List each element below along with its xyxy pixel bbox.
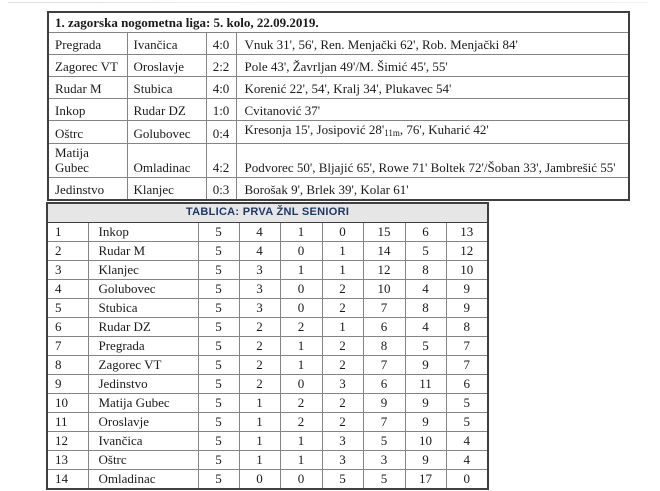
wins-cell: 2	[239, 318, 280, 337]
standings-row	[47, 261, 488, 280]
score-cell: 4:0	[206, 77, 236, 99]
team-cell: Jedinstvo	[88, 375, 198, 394]
scorers-cell: Borošak 9', Brlek 39', Kolar 61'	[236, 178, 629, 201]
draws-cell: 2	[280, 318, 322, 337]
score-cell: 4:2	[206, 144, 236, 178]
goals-for-cell: 8	[363, 337, 405, 356]
wins-cell: 1	[239, 432, 280, 451]
goals-against-cell: 9	[405, 356, 446, 375]
away-team-cell: Omladinac	[127, 144, 206, 178]
team-cell: Ivančica	[88, 432, 198, 451]
played-cell: 5	[198, 413, 239, 432]
result-row	[48, 33, 629, 55]
goals-against-cell: 10	[405, 432, 446, 451]
standings-row	[47, 280, 488, 299]
team-cell: Rudar DZ	[88, 318, 198, 337]
standings-row	[47, 318, 488, 337]
losses-cell: 2	[322, 356, 363, 375]
losses-cell: 2	[322, 413, 363, 432]
team-cell: Golubovec	[88, 280, 198, 299]
wins-cell: 1	[239, 394, 280, 413]
played-cell: 5	[198, 223, 239, 242]
goals-against-cell: 8	[405, 299, 446, 318]
team-cell: Oštrc	[88, 451, 198, 470]
scorers-cell: Korenić 22', 54', Kralj 34', Plukavec 54'	[236, 77, 629, 99]
scorers-cell: Vnuk 31', 56', Ren. Menjački 62', Rob. Menjački 84'	[236, 33, 629, 55]
losses-cell: 1	[322, 261, 363, 280]
played-cell: 5	[198, 318, 239, 337]
rank-cell: 5	[47, 299, 88, 318]
round-title: 1. zagorska nogometna liga: 5. kolo, 22.09.2019.	[48, 12, 629, 33]
score-cell: 0:3	[206, 178, 236, 201]
played-cell: 5	[198, 242, 239, 261]
draws-cell: 1	[280, 432, 322, 451]
draws-cell: 1	[280, 356, 322, 375]
rank-cell: 3	[47, 261, 88, 280]
losses-cell: 1	[322, 242, 363, 261]
standings-row	[47, 356, 488, 375]
played-cell: 5	[198, 261, 239, 280]
scorers-cell: Cvitanović 37'	[236, 99, 629, 121]
points-cell: 7	[446, 356, 488, 375]
draws-cell: 0	[280, 280, 322, 299]
team-cell: Oroslavje	[88, 413, 198, 432]
team-cell: Inkop	[88, 223, 198, 242]
goals-for-cell: 5	[363, 470, 405, 490]
home-team-cell: Inkop	[48, 99, 127, 121]
standings-row	[47, 223, 488, 242]
goals-against-cell: 4	[405, 280, 446, 299]
goals-against-cell: 5	[405, 242, 446, 261]
home-team-cell: Zagorec VT	[48, 55, 127, 77]
away-team-cell: Stubica	[127, 77, 206, 99]
draws-cell: 2	[280, 413, 322, 432]
goals-against-cell: 11	[405, 375, 446, 394]
team-cell: Stubica	[88, 299, 198, 318]
goals-for-cell: 6	[363, 375, 405, 394]
points-cell: 6	[446, 375, 488, 394]
result-row	[48, 99, 629, 121]
scorers-cell	[236, 121, 629, 144]
goals-for-cell: 12	[363, 261, 405, 280]
scorers-text: Kresonja 15', Josipović 28'	[244, 122, 385, 137]
wins-cell: 1	[239, 451, 280, 470]
points-cell: 10	[446, 261, 488, 280]
wins-cell: 2	[239, 356, 280, 375]
rank-cell: 7	[47, 337, 88, 356]
points-cell: 4	[446, 432, 488, 451]
standings-row	[47, 470, 488, 490]
rank-cell: 11	[47, 413, 88, 432]
goals-against-cell: 17	[405, 470, 446, 490]
score-cell: 4:0	[206, 33, 236, 55]
losses-cell: 2	[322, 299, 363, 318]
goals-for-cell: 9	[363, 394, 405, 413]
losses-cell: 3	[322, 432, 363, 451]
rank-cell: 4	[47, 280, 88, 299]
points-cell: 9	[446, 299, 488, 318]
goals-for-cell: 10	[363, 280, 405, 299]
played-cell: 5	[198, 280, 239, 299]
draws-cell: 1	[280, 261, 322, 280]
wins-cell: 3	[239, 280, 280, 299]
results-table	[47, 11, 630, 201]
rank-cell: 1	[47, 223, 88, 242]
goals-against-cell: 8	[405, 261, 446, 280]
rank-cell: 13	[47, 451, 88, 470]
played-cell: 5	[198, 337, 239, 356]
goals-against-cell: 9	[405, 451, 446, 470]
played-cell: 5	[198, 375, 239, 394]
result-row	[48, 144, 629, 178]
score-cell: 1:0	[206, 99, 236, 121]
home-team-cell: Rudar M	[48, 77, 127, 99]
goals-against-cell: 5	[405, 337, 446, 356]
points-cell: 7	[446, 337, 488, 356]
home-team-cell: Matija Gubec	[48, 144, 127, 178]
played-cell: 5	[198, 299, 239, 318]
standings-row	[47, 375, 488, 394]
points-cell: 9	[446, 280, 488, 299]
goals-for-cell: 6	[363, 318, 405, 337]
losses-cell: 3	[322, 375, 363, 394]
draws-cell: 0	[280, 470, 322, 490]
results-title-row	[48, 12, 629, 33]
score-cell: 2:2	[206, 55, 236, 77]
away-team-cell: Golubovec	[127, 121, 206, 144]
standings-table	[46, 202, 489, 490]
goals-for-cell: 5	[363, 432, 405, 451]
goals-against-cell: 4	[405, 318, 446, 337]
result-row	[48, 178, 629, 201]
points-cell: 8	[446, 318, 488, 337]
wins-cell: 2	[239, 337, 280, 356]
draws-cell: 1	[280, 337, 322, 356]
draws-cell: 0	[280, 242, 322, 261]
draws-cell: 0	[280, 375, 322, 394]
standings-title: TABLICA: PRVA ŽNL SENIORI	[47, 203, 488, 223]
points-cell: 0	[446, 470, 488, 490]
team-cell: Omladinac	[88, 470, 198, 490]
losses-cell: 2	[322, 394, 363, 413]
team-cell: Klanjec	[88, 261, 198, 280]
rank-cell: 14	[47, 470, 88, 490]
wins-cell: 2	[239, 375, 280, 394]
goals-for-cell: 3	[363, 451, 405, 470]
points-cell: 5	[446, 413, 488, 432]
played-cell: 5	[198, 470, 239, 490]
rank-cell: 8	[47, 356, 88, 375]
points-cell: 4	[446, 451, 488, 470]
losses-cell: 2	[322, 280, 363, 299]
losses-cell: 0	[322, 223, 363, 242]
rank-cell: 6	[47, 318, 88, 337]
goals-against-cell: 6	[405, 223, 446, 242]
away-team-cell: Oroslavje	[127, 55, 206, 77]
rank-cell: 2	[47, 242, 88, 261]
away-team-cell: Rudar DZ	[127, 99, 206, 121]
standings-row	[47, 299, 488, 318]
standings-row	[47, 394, 488, 413]
score-cell: 0:4	[206, 121, 236, 144]
scorers-cell: Pole 43', Žavrljan 49'/M. Šimić 45', 55'	[236, 55, 629, 77]
result-row	[48, 55, 629, 77]
wins-cell: 1	[239, 413, 280, 432]
losses-cell: 2	[322, 337, 363, 356]
wins-cell: 3	[239, 299, 280, 318]
page-top-edge-artifact	[8, 2, 648, 3]
scorers-text: , 76', Kuharić 42'	[399, 122, 489, 137]
draws-cell: 1	[280, 223, 322, 242]
standings-row	[47, 432, 488, 451]
team-cell: Pregrada	[88, 337, 198, 356]
rank-cell: 9	[47, 375, 88, 394]
played-cell: 5	[198, 356, 239, 375]
home-team-cell: Pregrada	[48, 33, 127, 55]
rank-cell: 12	[47, 432, 88, 451]
goals-for-cell: 7	[363, 413, 405, 432]
goals-for-cell: 7	[363, 356, 405, 375]
played-cell: 5	[198, 451, 239, 470]
played-cell: 5	[198, 394, 239, 413]
draws-cell: 0	[280, 299, 322, 318]
scorers-cell: Podvorec 50', Bljajić 65', Rowe 71' Boltek 72'/Šoban 33', Jambrešić 55'	[236, 144, 629, 178]
standings-row	[47, 337, 488, 356]
away-team-cell: Ivančica	[127, 33, 206, 55]
home-team-cell: Oštrc	[48, 121, 127, 144]
penalty-11m-subscript: 11m	[384, 128, 400, 138]
played-cell: 5	[198, 432, 239, 451]
wins-cell: 4	[239, 242, 280, 261]
result-row	[48, 121, 629, 144]
points-cell: 13	[446, 223, 488, 242]
away-team-cell: Klanjec	[127, 178, 206, 201]
wins-cell: 4	[239, 223, 280, 242]
points-cell: 5	[446, 394, 488, 413]
result-row	[48, 77, 629, 99]
goals-for-cell: 14	[363, 242, 405, 261]
team-cell: Zagorec VT	[88, 356, 198, 375]
rank-cell: 10	[47, 394, 88, 413]
team-cell: Rudar M	[88, 242, 198, 261]
losses-cell: 1	[322, 318, 363, 337]
standings-row	[47, 242, 488, 261]
losses-cell: 3	[322, 451, 363, 470]
standings-header-row	[47, 203, 488, 223]
team-cell: Matija Gubec	[88, 394, 198, 413]
goals-for-cell: 15	[363, 223, 405, 242]
wins-cell: 3	[239, 261, 280, 280]
draws-cell: 2	[280, 394, 322, 413]
losses-cell: 5	[322, 470, 363, 490]
goals-against-cell: 9	[405, 394, 446, 413]
standings-row	[47, 413, 488, 432]
standings-row	[47, 451, 488, 470]
home-team-cell: Jedinstvo	[48, 178, 127, 201]
wins-cell: 0	[239, 470, 280, 490]
goals-against-cell: 9	[405, 413, 446, 432]
draws-cell: 1	[280, 451, 322, 470]
points-cell: 12	[446, 242, 488, 261]
goals-for-cell: 7	[363, 299, 405, 318]
